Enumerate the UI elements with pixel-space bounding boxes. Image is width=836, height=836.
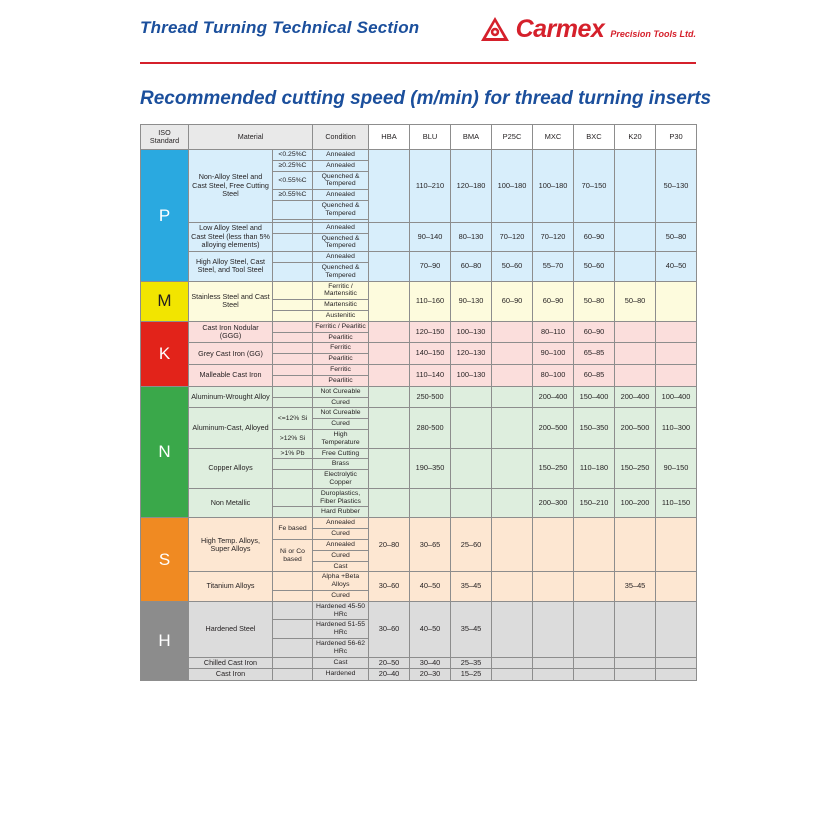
- material-subtype: [273, 262, 313, 281]
- speed-value-p25c: [492, 657, 533, 669]
- table-row: [141, 321, 697, 332]
- page-header: [140, 14, 696, 58]
- iso-group-k: K: [141, 321, 189, 386]
- table-row: [141, 365, 697, 376]
- speed-value-p25c: 60–90: [492, 281, 533, 321]
- header-grade-blu: BLU: [410, 125, 451, 150]
- speed-value-p30: [656, 365, 697, 387]
- material-subtype: >12% Si: [273, 429, 313, 448]
- material-condition: Not Cureable: [313, 408, 369, 419]
- header-grade-p25c: P25C: [492, 125, 533, 150]
- speed-value-mxc: 150–250: [533, 448, 574, 488]
- speed-value-hba: [369, 321, 410, 343]
- iso-group-s: S: [141, 518, 189, 602]
- table-body: [141, 150, 697, 681]
- material-condition: Annealed: [313, 222, 369, 233]
- speed-value-hba: [369, 281, 410, 321]
- material-condition: Free Cutting: [313, 448, 369, 459]
- speed-value-k20: [615, 518, 656, 572]
- cutting-speed-table: [140, 124, 697, 681]
- header-condition: Condition: [313, 125, 369, 150]
- material-condition: Austenitic: [313, 311, 369, 322]
- speed-value-mxc: [533, 669, 574, 681]
- material-name: Non Metallic: [189, 488, 273, 517]
- speed-value-hba: 30–60: [369, 601, 410, 657]
- material-subtype: [273, 397, 313, 408]
- header-grade-bxc: BXC: [574, 125, 615, 150]
- material-name: Grey Cast Iron (GG): [189, 343, 273, 365]
- speed-value-mxc: 90–100: [533, 343, 574, 365]
- material-condition: Cast: [313, 561, 369, 572]
- table-header-row: [141, 125, 697, 150]
- speed-value-bxc: [574, 572, 615, 601]
- material-subtype: <0.25%C: [273, 150, 313, 161]
- speed-value-p30: [656, 572, 697, 601]
- speed-value-hba: [369, 252, 410, 281]
- speed-value-hba: [369, 365, 410, 387]
- header-grade-bma: BMA: [451, 125, 492, 150]
- speed-value-mxc: 200–300: [533, 488, 574, 517]
- speed-value-p30: 40–50: [656, 252, 697, 281]
- speed-value-k20: [615, 150, 656, 223]
- material-condition: Alpha +Beta Alloys: [313, 572, 369, 591]
- speed-value-mxc: 200–400: [533, 386, 574, 408]
- speed-value-blu: 30–40: [410, 657, 451, 669]
- speed-value-k20: [615, 365, 656, 387]
- speed-value-p30: [656, 321, 697, 343]
- material-condition: Quenched & Tempered: [313, 171, 369, 190]
- material-subtype: [273, 233, 313, 252]
- material-subtype: Ni or Co based: [273, 539, 313, 571]
- table-row: [141, 657, 697, 669]
- material-subtype: [273, 222, 313, 233]
- speed-value-bma: [451, 386, 492, 408]
- speed-value-bxc: 110–180: [574, 448, 615, 488]
- speed-value-blu: 40–50: [410, 572, 451, 601]
- header-grade-hba: HBA: [369, 125, 410, 150]
- material-condition: Ferritic / Martensitic: [313, 281, 369, 300]
- speed-value-bma: 100–130: [451, 321, 492, 343]
- speed-value-bxc: [574, 601, 615, 657]
- material-subtype: [273, 507, 313, 518]
- header-material: Material: [189, 125, 313, 150]
- table-row: [141, 572, 697, 591]
- material-name: Copper Alloys: [189, 448, 273, 488]
- speed-value-k20: 35–45: [615, 572, 656, 601]
- material-condition: Ferritic: [313, 343, 369, 354]
- table-row: [141, 601, 697, 620]
- material-condition: Electrolytic Copper: [313, 470, 369, 489]
- material-condition: Brass: [313, 459, 369, 470]
- speed-value-mxc: 80–100: [533, 365, 574, 387]
- speed-value-p25c: [492, 572, 533, 601]
- header-grade-mxc: MXC: [533, 125, 574, 150]
- speed-value-k20: [615, 657, 656, 669]
- speed-value-bma: 15–25: [451, 669, 492, 681]
- table-row: [141, 150, 697, 161]
- material-condition: Ferritic / Pearlitic: [313, 321, 369, 332]
- table-row: [141, 408, 697, 419]
- speed-value-bxc: 60–90: [574, 321, 615, 343]
- speed-value-p30: [656, 343, 697, 365]
- speed-value-p25c: [492, 408, 533, 448]
- speed-value-bxc: [574, 518, 615, 572]
- material-condition: Annealed: [313, 518, 369, 529]
- speed-value-hba: [369, 150, 410, 223]
- material-condition: Duroplastics, Fiber Plastics: [313, 488, 369, 507]
- carmex-logo-icon: [480, 16, 510, 42]
- speed-value-p30: [656, 518, 697, 572]
- speed-value-bxc: [574, 669, 615, 681]
- speed-value-blu: 110–160: [410, 281, 451, 321]
- table-row: [141, 669, 697, 681]
- speed-value-p30: [656, 601, 697, 657]
- material-subtype: [273, 386, 313, 397]
- speed-value-p25c: [492, 321, 533, 343]
- material-subtype: ≥0.25%C: [273, 160, 313, 171]
- header-grade-k20: K20: [615, 125, 656, 150]
- speed-value-bxc: 50–60: [574, 252, 615, 281]
- speed-value-k20: [615, 669, 656, 681]
- material-subtype: [273, 375, 313, 386]
- material-condition: Annealed: [313, 150, 369, 161]
- speed-value-p30: 110–300: [656, 408, 697, 448]
- material-condition: Cured: [313, 590, 369, 601]
- material-condition: Cured: [313, 550, 369, 561]
- material-condition: Hardened: [313, 669, 369, 681]
- speed-value-bma: 80–130: [451, 222, 492, 251]
- iso-group-p: P: [141, 150, 189, 282]
- material-subtype: [273, 488, 313, 507]
- material-condition: Quenched & Tempered: [313, 262, 369, 281]
- speed-value-p25c: [492, 601, 533, 657]
- speed-value-k20: 200–500: [615, 408, 656, 448]
- speed-value-p25c: [492, 343, 533, 365]
- material-subtype: ≥0.55%C: [273, 190, 313, 201]
- material-subtype: [273, 470, 313, 489]
- speed-value-hba: 20–50: [369, 657, 410, 669]
- material-condition: Hardened 45-50 HRc: [313, 601, 369, 620]
- speed-value-bma: 100–130: [451, 365, 492, 387]
- material-condition: Ferritic: [313, 365, 369, 376]
- iso-group-n: N: [141, 386, 189, 518]
- speed-value-k20: [615, 343, 656, 365]
- material-subtype: [273, 601, 313, 620]
- speed-value-k20: 50–80: [615, 281, 656, 321]
- speed-value-k20: [615, 321, 656, 343]
- material-name: Titanium Alloys: [189, 572, 273, 601]
- speed-value-p30: 90–150: [656, 448, 697, 488]
- material-subtype: [273, 281, 313, 300]
- speed-value-hba: [369, 386, 410, 408]
- material-name: Cast Iron Nodular (GGG): [189, 321, 273, 343]
- material-subtype: [273, 332, 313, 343]
- speed-value-bxc: 150–210: [574, 488, 615, 517]
- speed-value-blu: 250-500: [410, 386, 451, 408]
- speed-value-hba: 20–80: [369, 518, 410, 572]
- material-condition: Annealed: [313, 190, 369, 201]
- speed-value-p25c: 100–180: [492, 150, 533, 223]
- speed-value-blu: 90–140: [410, 222, 451, 251]
- material-subtype: [273, 459, 313, 470]
- material-subtype: [273, 343, 313, 354]
- speed-value-k20: 200–400: [615, 386, 656, 408]
- speed-value-k20: 100–200: [615, 488, 656, 517]
- material-condition: High Temperature: [313, 429, 369, 448]
- material-condition: Pearlitic: [313, 375, 369, 386]
- speed-value-p25c: [492, 365, 533, 387]
- material-name: Cast Iron: [189, 669, 273, 681]
- speed-value-p25c: [492, 669, 533, 681]
- speed-value-mxc: 100–180: [533, 150, 574, 223]
- speed-value-bma: 25–60: [451, 518, 492, 572]
- material-name: Hardened Steel: [189, 601, 273, 657]
- speed-value-hba: 20–40: [369, 669, 410, 681]
- speed-value-bma: 35–45: [451, 601, 492, 657]
- table-row: [141, 222, 697, 233]
- material-condition: Quenched & Tempered: [313, 233, 369, 252]
- speed-value-p25c: [492, 448, 533, 488]
- speed-value-hba: [369, 408, 410, 448]
- speed-value-hba: 30–60: [369, 572, 410, 601]
- speed-value-p25c: 70–120: [492, 222, 533, 251]
- brand-name: Carmex: [515, 14, 605, 43]
- speed-value-mxc: [533, 572, 574, 601]
- speed-value-bma: 35–45: [451, 572, 492, 601]
- header-iso-standard: ISO Standard: [141, 125, 189, 150]
- speed-value-blu: 30–65: [410, 518, 451, 572]
- material-subtype: [273, 300, 313, 311]
- speed-value-bxc: [574, 657, 615, 669]
- speed-value-k20: [615, 222, 656, 251]
- speed-value-hba: [369, 488, 410, 517]
- table-row: [141, 518, 697, 529]
- material-subtype: [273, 669, 313, 681]
- material-name: Non-Alloy Steel and Cast Steel, Free Cutting Steel: [189, 150, 273, 223]
- material-condition: Hard Rubber: [313, 507, 369, 518]
- speed-value-mxc: 55–70: [533, 252, 574, 281]
- material-condition: Quenched & Tempered: [313, 201, 369, 220]
- speed-value-p30: [656, 669, 697, 681]
- speed-value-blu: 190–350: [410, 448, 451, 488]
- header-grade-p30: P30: [656, 125, 697, 150]
- speed-value-mxc: 70–120: [533, 222, 574, 251]
- speed-value-bxc: 150–400: [574, 386, 615, 408]
- material-subtype: [273, 365, 313, 376]
- speed-value-p30: 50–130: [656, 150, 697, 223]
- speed-value-blu: 20–30: [410, 669, 451, 681]
- speed-value-k20: [615, 601, 656, 657]
- brand-logo: [480, 16, 696, 42]
- table-row: [141, 252, 697, 263]
- speed-value-blu: 40–50: [410, 601, 451, 657]
- speed-value-bxc: 65–85: [574, 343, 615, 365]
- speed-value-p25c: [492, 518, 533, 572]
- speed-value-bma: [451, 488, 492, 517]
- material-subtype: [273, 590, 313, 601]
- material-condition: Cured: [313, 419, 369, 430]
- speed-value-bma: 120–180: [451, 150, 492, 223]
- header-divider: [140, 62, 696, 64]
- material-condition: Annealed: [313, 160, 369, 171]
- speed-value-bma: 90–130: [451, 281, 492, 321]
- table-row: [141, 448, 697, 459]
- material-name: Stainless Steel and Cast Steel: [189, 281, 273, 321]
- speed-value-blu: 120–150: [410, 321, 451, 343]
- speed-value-p25c: [492, 386, 533, 408]
- material-subtype: [273, 201, 313, 220]
- speed-value-mxc: [533, 601, 574, 657]
- speed-value-mxc: 80–110: [533, 321, 574, 343]
- material-condition: Hardened 51-55 HRc: [313, 620, 369, 639]
- material-condition: Annealed: [313, 252, 369, 263]
- material-condition: Martensitic: [313, 300, 369, 311]
- speed-value-blu: 110–210: [410, 150, 451, 223]
- material-name: Low Alloy Steel and Cast Steel (less than 5% alloying elements): [189, 222, 273, 251]
- speed-value-blu: 140–150: [410, 343, 451, 365]
- speed-value-hba: [369, 343, 410, 365]
- speed-value-p30: 100–400: [656, 386, 697, 408]
- speed-value-bma: [451, 448, 492, 488]
- speed-value-bxc: 50–80: [574, 281, 615, 321]
- speed-value-hba: [369, 448, 410, 488]
- speed-value-mxc: 60–90: [533, 281, 574, 321]
- speed-value-p30: [656, 657, 697, 669]
- material-condition: Not Cureable: [313, 386, 369, 397]
- section-subtitle: Recommended cutting speed (m/min) for thread turning inserts: [140, 88, 712, 109]
- speed-value-hba: [369, 222, 410, 251]
- material-condition: Pearlitic: [313, 354, 369, 365]
- material-condition: Cured: [313, 397, 369, 408]
- speed-value-blu: [410, 488, 451, 517]
- speed-value-bxc: 150–350: [574, 408, 615, 448]
- material-name: High Temp. Alloys, Super Alloys: [189, 518, 273, 572]
- speed-value-k20: [615, 252, 656, 281]
- speed-value-p30: 110–150: [656, 488, 697, 517]
- cutting-speed-table-wrapper: [140, 124, 696, 681]
- material-subtype: [273, 321, 313, 332]
- page-title: Thread Turning Technical Section: [140, 18, 420, 37]
- speed-value-bxc: 60–90: [574, 222, 615, 251]
- brand-subtitle: Precision Tools Ltd.: [610, 29, 696, 39]
- material-condition: Cast: [313, 657, 369, 669]
- speed-value-bxc: 60–85: [574, 365, 615, 387]
- speed-value-p25c: 50–60: [492, 252, 533, 281]
- speed-value-bxc: 70–150: [574, 150, 615, 223]
- material-subtype: [273, 572, 313, 591]
- speed-value-blu: 280-500: [410, 408, 451, 448]
- speed-value-bma: 25–35: [451, 657, 492, 669]
- table-row: [141, 281, 697, 300]
- speed-value-p30: [656, 281, 697, 321]
- material-name: Malleable Cast Iron: [189, 365, 273, 387]
- iso-group-h: H: [141, 601, 189, 680]
- speed-value-bma: 120–130: [451, 343, 492, 365]
- table-row: [141, 386, 697, 397]
- material-subtype: <=12% Si: [273, 408, 313, 430]
- material-subtype: [273, 639, 313, 658]
- material-name: Chilled Cast Iron: [189, 657, 273, 669]
- material-subtype: [273, 354, 313, 365]
- iso-group-m: M: [141, 281, 189, 321]
- speed-value-bma: [451, 408, 492, 448]
- material-name: Aluminum-Wrought Alloy: [189, 386, 273, 408]
- speed-value-blu: 110–140: [410, 365, 451, 387]
- material-subtype: >1% Pb: [273, 448, 313, 459]
- material-subtype: [273, 620, 313, 639]
- speed-value-p25c: [492, 488, 533, 517]
- material-subtype: [273, 657, 313, 669]
- speed-value-k20: 150–250: [615, 448, 656, 488]
- material-subtype: Fe based: [273, 518, 313, 540]
- material-condition: Hardened 56-62 HRc: [313, 639, 369, 658]
- speed-value-mxc: [533, 657, 574, 669]
- speed-value-bma: 60–80: [451, 252, 492, 281]
- material-subtype: [273, 311, 313, 322]
- table-row: [141, 488, 697, 507]
- material-name: Aluminum-Cast, Alloyed: [189, 408, 273, 448]
- table-row: [141, 343, 697, 354]
- speed-value-p30: 50–80: [656, 222, 697, 251]
- material-subtype: [273, 252, 313, 263]
- material-condition: Pearlitic: [313, 332, 369, 343]
- material-condition: Annealed: [313, 539, 369, 550]
- speed-value-mxc: [533, 518, 574, 572]
- material-condition: Cured: [313, 529, 369, 540]
- material-name: High Alloy Steel, Cast Steel, and Tool Steel: [189, 252, 273, 281]
- speed-value-blu: 70–90: [410, 252, 451, 281]
- material-subtype: <0.55%C: [273, 171, 313, 190]
- speed-value-mxc: 200–500: [533, 408, 574, 448]
